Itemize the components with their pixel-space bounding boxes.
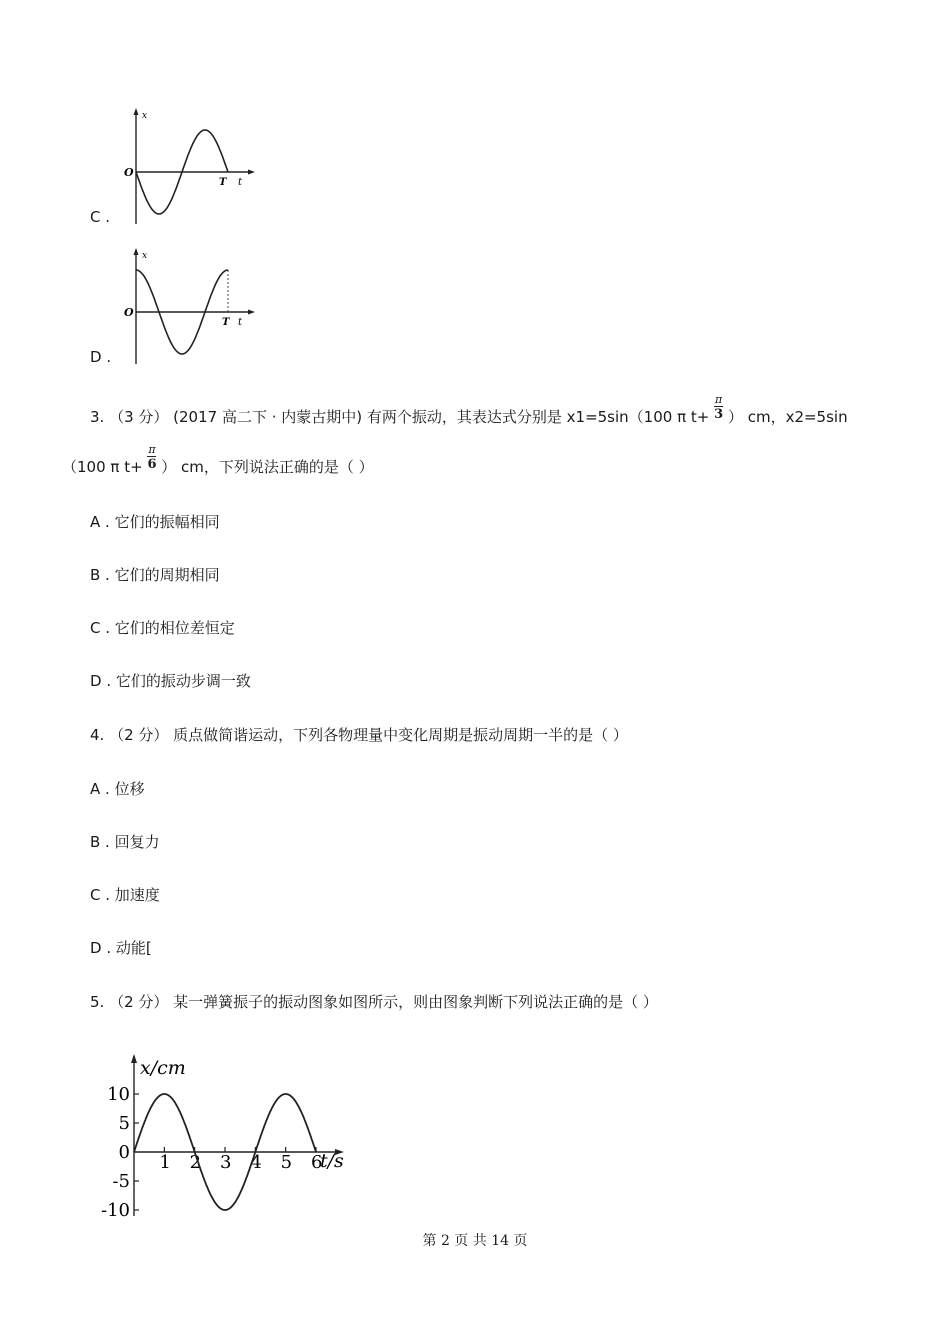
y-tick-label: 5 [118,1113,130,1134]
q4-option-a: A . 位移 [90,780,145,798]
y-tick-label: 0 [118,1142,130,1163]
period-label-d: T [222,317,230,328]
origin-label-c: O [124,166,134,179]
figure-option-d [118,246,258,366]
axis-t-label-c: t [238,177,243,188]
cosine-graph-d [118,246,258,366]
option-d-label: D . [90,348,112,366]
q3-line1-start: 3. （3 分） (2017 高二下 · 内蒙古期中) 有两个振动，其表达式分别是 x1=5sin（100 π t+ [90,408,710,426]
axis-t-label-d: t [238,317,243,328]
q3-line2-end: ） cm，下列说法正确的是（ ） [161,458,374,476]
q4-option-d: D . 动能[ [90,939,152,957]
q3-option-d: D . 它们的振动步调一致 [90,672,251,690]
q5-vibration-chart [90,1050,360,1224]
chart-ylabel: x/cm [140,1057,186,1079]
figure-option-c [118,106,258,226]
x-tick-label: 5 [280,1152,293,1173]
q4-option-b: B . 回复力 [90,833,160,851]
y-tick-label: -10 [101,1200,130,1220]
q5-stem: 5. （2 分） 某一弹簧振子的振动图象如图所示，则由图象判断下列说法正确的是（ ） [90,993,658,1011]
origin-label-d: O [124,306,134,319]
axis-x-label-d: x [142,251,148,261]
y-tick-label: 10 [107,1084,130,1105]
axis-x-label-c: x [142,111,148,121]
chart-xlabel: t/s [320,1150,344,1172]
x-tick-label: 3 [220,1152,232,1173]
x-tick-label: 1 [159,1152,171,1173]
page-footer: 第 2 页 共 14 页 [422,1233,528,1249]
q3-line1 [90,393,848,431]
q3-option-c: C . 它们的相位差恒定 [90,619,235,637]
y-tick-label: -5 [112,1171,130,1192]
q3-option-a: A . 它们的振幅相同 [90,513,220,531]
chart-y-arrow [131,1054,137,1063]
q3-line2 [62,443,374,481]
x-tick-label: 6 [311,1152,323,1173]
q3-fraction-2: $\frac{\pi}{6}$ [147,443,157,472]
q4-option-c: C . 加速度 [90,886,160,904]
q3-option-b: B . 它们的周期相同 [90,566,220,584]
q3-fraction-1: $\frac{\pi}{3}$ [714,393,724,422]
option-c-label: C . [90,208,111,226]
sine-graph-c [118,106,258,226]
period-label-c: T [219,177,227,188]
x-tick-label: 2 [189,1152,202,1173]
q3-line1-end: ） cm，x2=5sin [727,408,848,426]
chart-svg [90,1050,360,1220]
x-tick-label: 4 [250,1152,262,1173]
q3-line2-start: （100 π t+ [62,458,143,476]
q4-stem: 4. （2 分） 质点做简谐运动，下列各物理量中变化周期是振动周期一半的是（ ） [90,726,628,744]
